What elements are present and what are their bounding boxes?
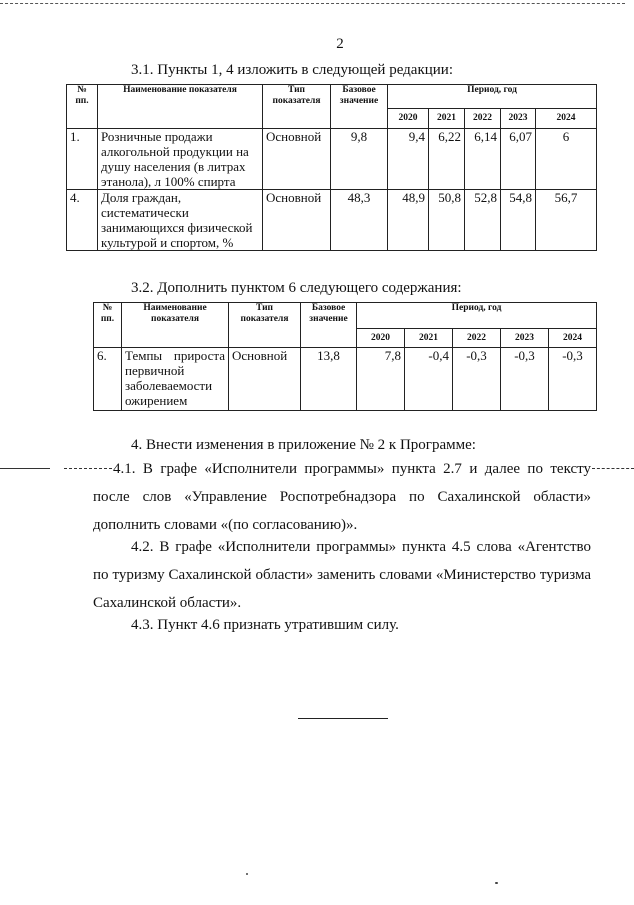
cell-value: 56,7 [536,190,597,251]
col-header-year: 2024 [536,109,597,129]
section-4-heading: 4. Внести изменения в приложение № 2 к Программе: [131,437,476,453]
closing-separator-line [298,718,388,719]
top-dashed-border [0,3,625,4]
cell-num: 6. [94,348,122,411]
scan-speck [246,873,248,875]
scan-speck [495,882,498,884]
margin-line-mid [64,468,112,469]
col-header-year: 2021 [405,329,453,348]
paragraph-4-3: 4.3. Пункт 4.6 признать утратившим силу. [131,617,399,633]
cell-value: 6 [536,129,597,190]
cell-value: 50,8 [429,190,465,251]
cell-value: -0,4 [405,348,453,411]
section-3-1-heading: 3.1. Пункты 1, 4 изложить в следующей редакции: [131,62,453,78]
indicators-table-1 [66,84,597,251]
table-row [94,348,597,411]
col-header-year: 2023 [501,109,536,129]
col-header-num: № пп. [94,303,122,348]
cell-value: -0,3 [501,348,549,411]
cell-name: Доля граждан, систематически занимающихся физической культурой и спортом, % [98,190,263,251]
col-header-year: 2022 [453,329,501,348]
col-header-year: 2023 [501,329,549,348]
col-header-base: Базовое значение [331,85,388,129]
table-row [67,190,597,251]
col-header-year: 2021 [429,109,465,129]
cell-value: 9,4 [388,129,429,190]
cell-name: Розничные продажи алкогольной продукции на душу населения (в литрах этанола), л 100% спирта [98,129,263,190]
paragraph-4-1-first-line: 4.1. В графе «Исполнители программы» пункта 2.7 и далее по тексту [113,461,591,477]
col-header-year: 2022 [465,109,501,129]
col-header-year: 2020 [388,109,429,129]
cell-base: 48,3 [331,190,388,251]
cell-value: 54,8 [501,190,536,251]
cell-value: 7,8 [357,348,405,411]
cell-value: 6,07 [501,129,536,190]
cell-value: 6,22 [429,129,465,190]
cell-value: 52,8 [465,190,501,251]
table-row [67,129,597,190]
section-3-2-heading: 3.2. Дополнить пунктом 6 следующего содержания: [131,280,462,296]
cell-base: 9,8 [331,129,388,190]
cell-type: Основной [263,129,331,190]
cell-num: 1. [67,129,98,190]
col-header-name: Наименование показателя [98,85,263,129]
col-header-type: Тип показателя [229,303,301,348]
cell-value: 6,14 [465,129,501,190]
margin-line-right [592,468,634,469]
col-header-year: 2020 [357,329,405,348]
col-header-name: Наименование показателя [122,303,229,348]
cell-value: -0,3 [453,348,501,411]
col-header-base: Базовое значение [301,303,357,348]
col-header-year: 2024 [549,329,597,348]
col-header-period: Период, год [357,303,597,329]
col-header-type: Тип показателя [263,85,331,129]
cell-value: -0,3 [549,348,597,411]
cell-type: Основной [229,348,301,411]
paragraph-4-2: 4.2. В графе «Исполнители программы» пункта 4.5 слова «Агентство по туризму Сахалинской области» заменить словами «Министерство туризма Сахалинской области». [93,539,591,611]
col-header-num: № пп. [67,85,98,129]
margin-line-left [0,468,50,469]
cell-value: 48,9 [388,190,429,251]
cell-base: 13,8 [301,348,357,411]
paragraph-4-1-continuation: после слов «Управление Роспотребнадзора по Сахалинской области» дополнить словами «(по согласованию)». [93,489,591,533]
col-header-period: Период, год [388,85,597,109]
cell-num: 4. [67,190,98,251]
cell-name: Темпы прироста первичной заболеваемости ожирением [122,348,229,411]
page-number: 2 [336,36,344,52]
indicators-table-2 [93,302,597,411]
cell-type: Основной [263,190,331,251]
